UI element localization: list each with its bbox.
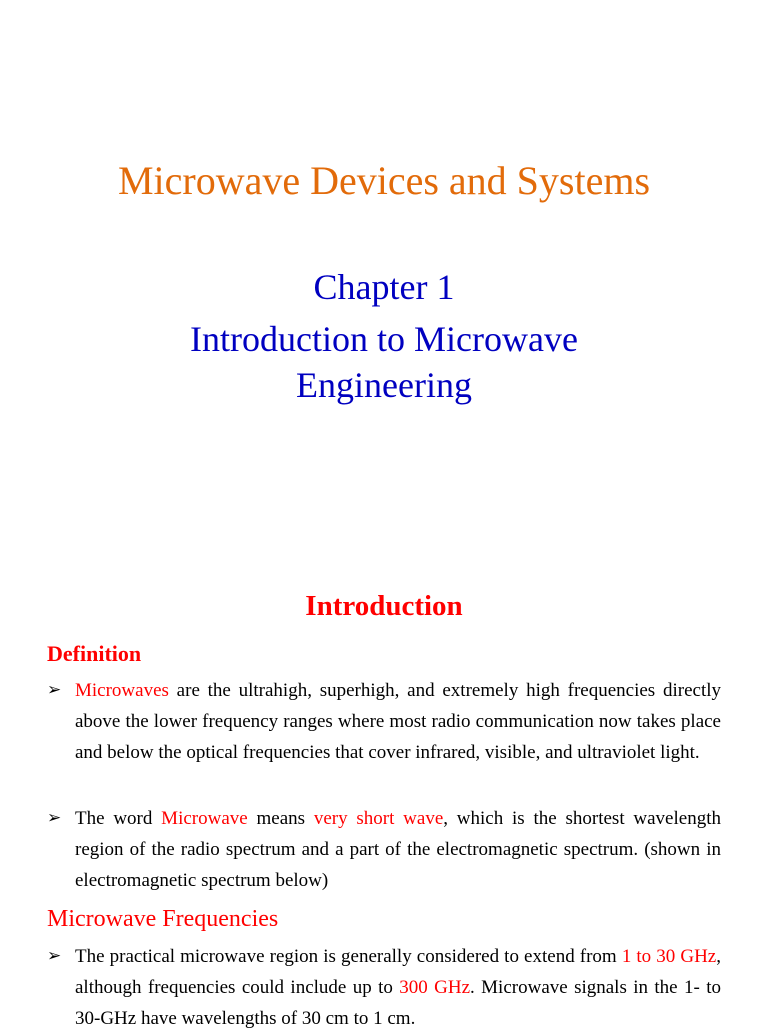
page-title: Microwave Devices and Systems: [117, 158, 651, 203]
bullet-body: , although frequencies could include up to: [75, 946, 721, 998]
term-very-short-wave: very short wave: [313, 808, 444, 829]
bullet-body: . Microwave signals in the 1- to 30-GHz have wavelengths of 30 cm to 1 cm.: [75, 977, 721, 1029]
bullet-body: The word: [75, 808, 162, 829]
bullet-word-meaning: [47, 803, 721, 896]
highlight-300-ghz: 300 GHz: [399, 977, 471, 998]
term-microwaves: Microwaves: [75, 680, 169, 701]
arrow-right-icon: ➢: [47, 680, 62, 700]
chapter-number: Chapter 1: [313, 267, 455, 307]
arrow-right-icon: ➢: [47, 808, 62, 828]
term-microwave: Microwave: [161, 808, 248, 829]
bullet-body: The practical microwave region is generally considered to extend from: [75, 946, 622, 967]
bullet-text: [75, 803, 721, 896]
bullet-definition: [47, 675, 721, 768]
bullet-text: [75, 675, 721, 768]
bullet-text: [75, 941, 721, 1034]
arrow-right-icon: ➢: [47, 946, 62, 966]
bullet-frequency-range: [47, 941, 721, 1034]
bullet-body: means: [247, 808, 314, 829]
frequencies-heading: Microwave Frequencies: [47, 906, 279, 932]
bullet-body: , which is the shortest wavelength region of the radio spectrum and a part of the electromagnetic spectrum. (shown in electromagnetic spectrum below): [75, 808, 721, 891]
highlight-1-to-30-ghz: 1 to 30 GHz: [621, 946, 717, 967]
definition-heading: Definition: [47, 641, 142, 666]
chapter-title: Introduction to Microwave Engineering: [190, 319, 578, 405]
section-heading: Introduction: [305, 590, 463, 622]
bullet-body: are the ultrahigh, superhigh, and extremely high frequencies directly above the lower frequency ranges where most radio communication now takes place and below the optical frequencies that cover infrared, visible, and ultraviolet light.: [75, 680, 721, 763]
